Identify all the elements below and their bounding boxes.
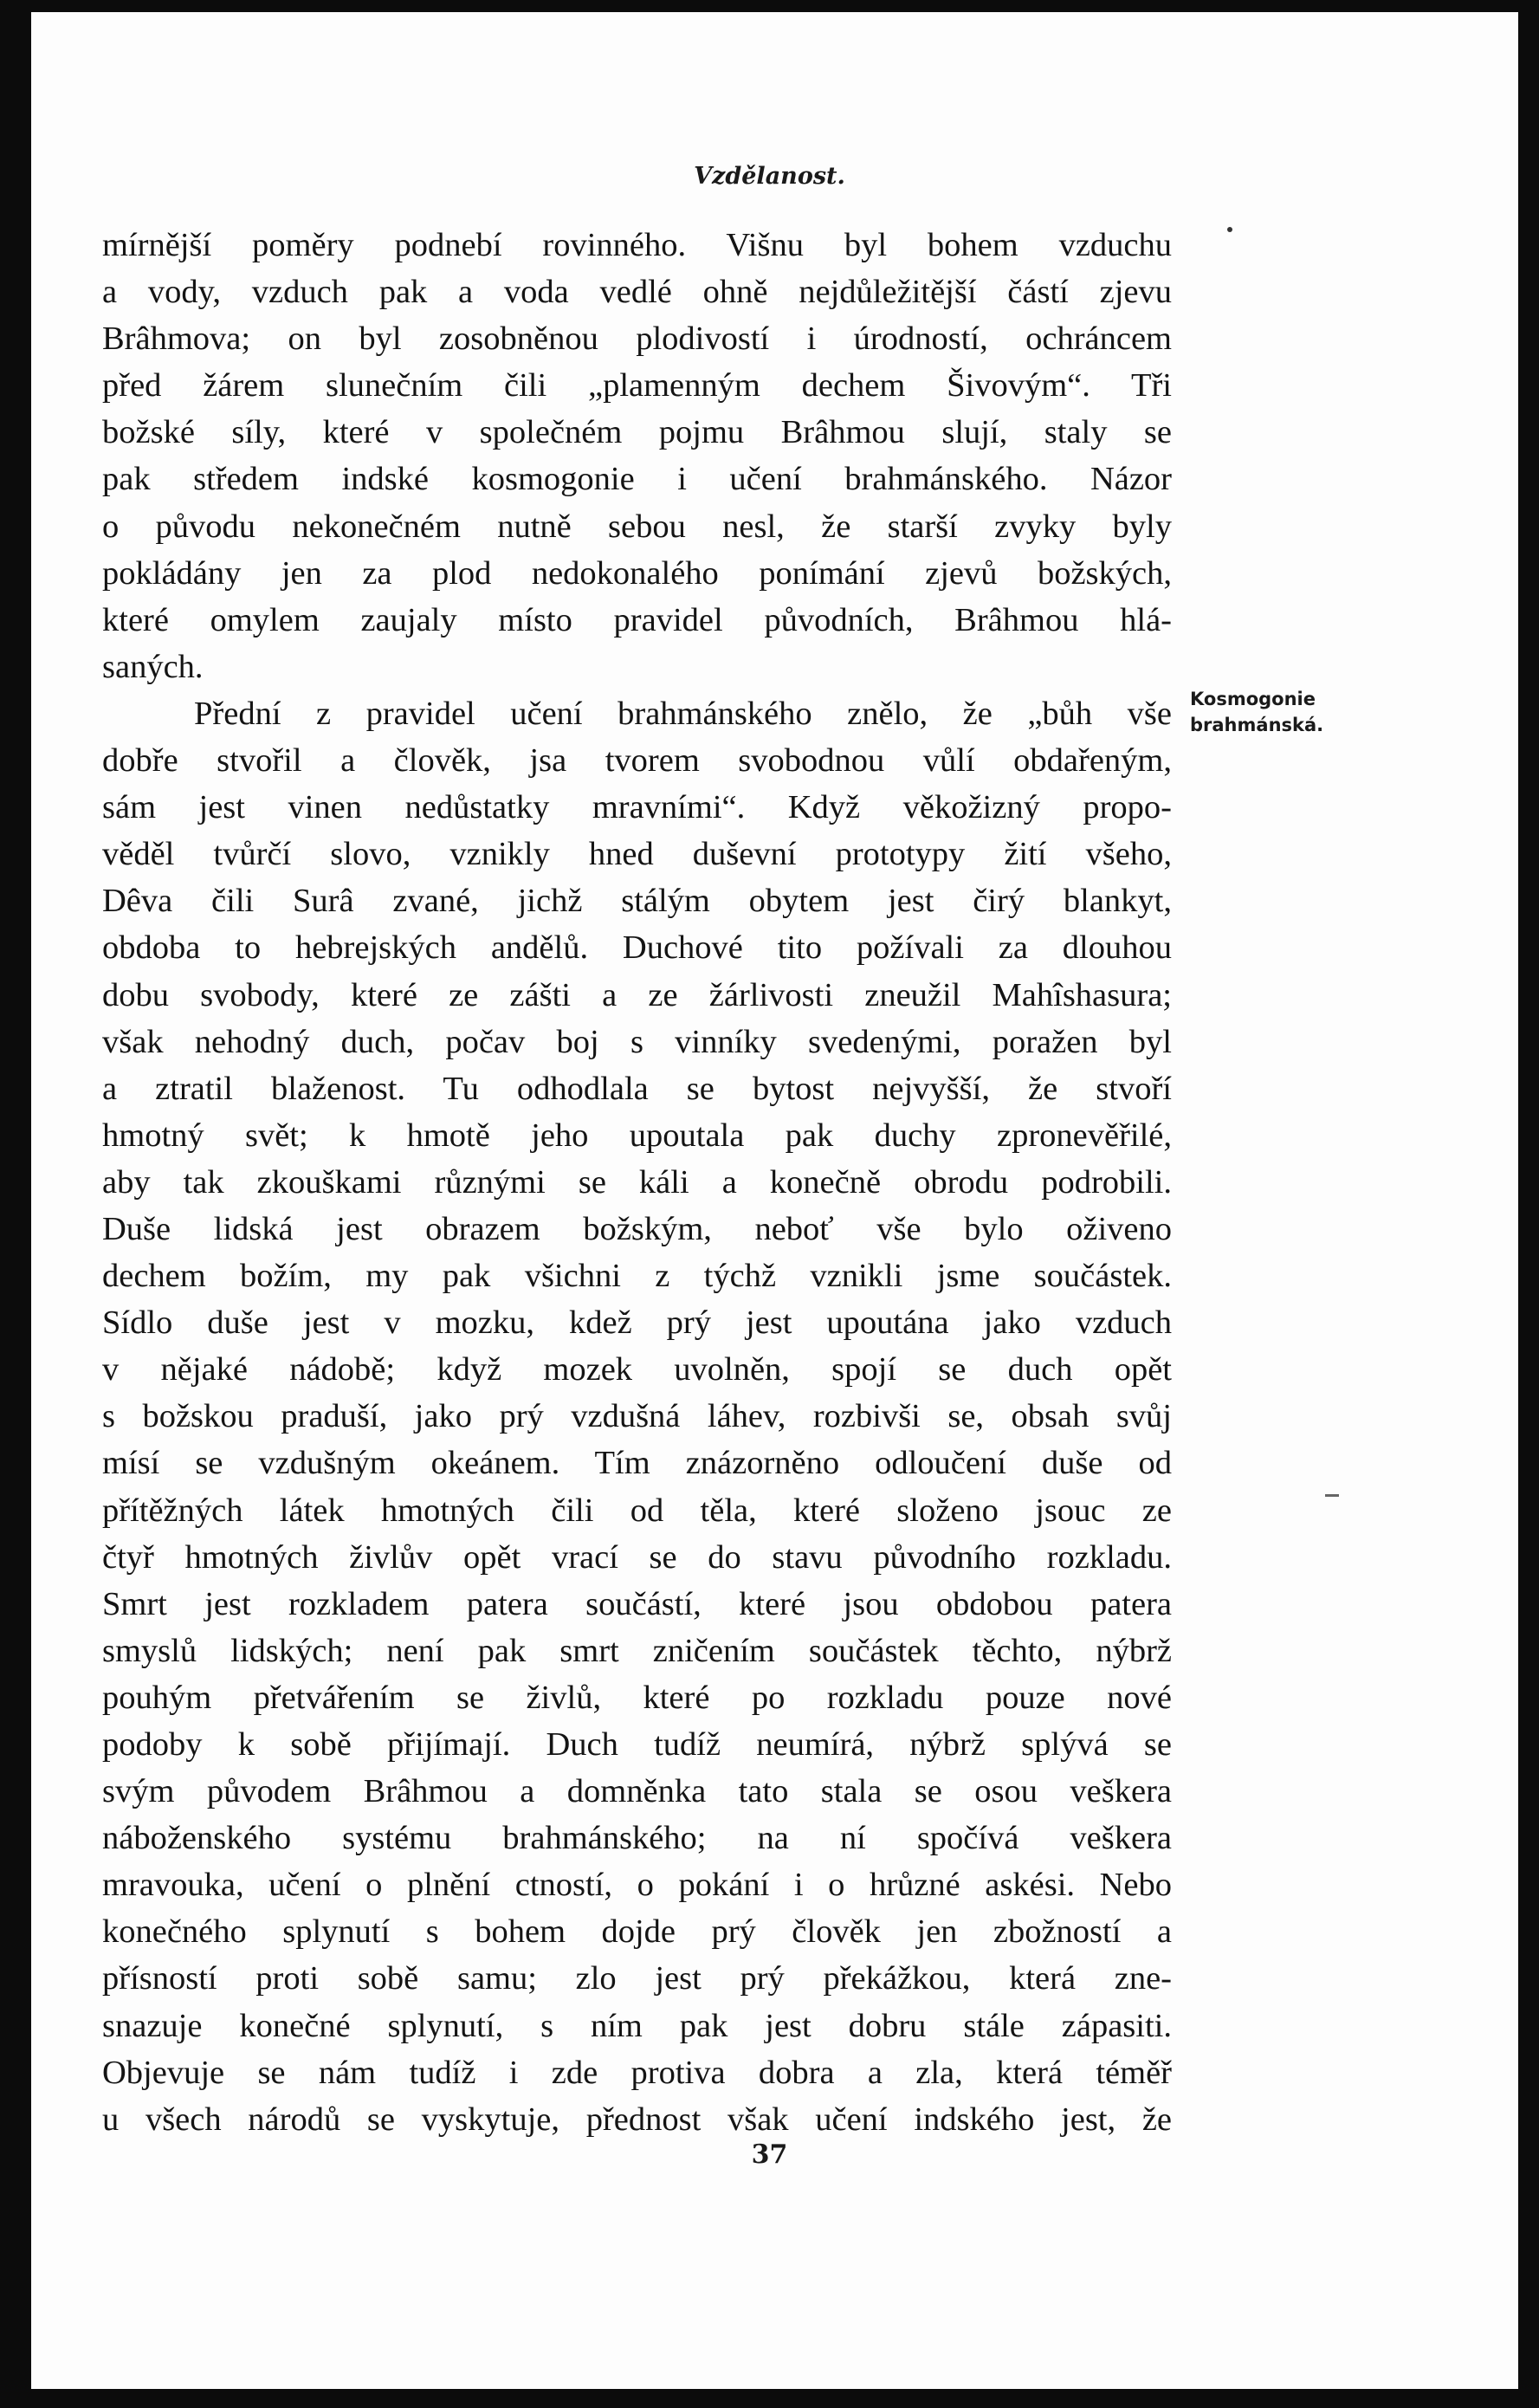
margin-note [1190,686,1323,738]
text-line: pokládány jen za plod nedokonalého ponímání zjevů božských, [102,554,1172,592]
text-line: a vody, vzduch pak a voda vedlé ohně nejdůležitější částí zjevu [102,274,1172,311]
text-line: u všech národů se vyskytuje, přednost však učení indského jest, že [102,2101,1172,2138]
text-line: dobu svobody, které ze zášti a ze žárlivosti zneužil Mahîshasura; [102,976,1172,1013]
text-line: přítěžných látek hmotných čili od těla, které složeno jsouc ze [102,1492,1172,1529]
text-line: sám jest vinen nedůstatky mravními“. Když věkožizný propo- [102,789,1172,826]
text-line: pouhým přetvářením se živlů, které po rozkladu pouze nové [102,1679,1172,1716]
text-line: s božskou praduší, jako prý vzdušná láhev, rozbivši se, obsah svůj [102,1398,1172,1435]
scan-border-right [1518,0,1539,2408]
text-line: Dêva čili Surâ zvané, jichž stálým obytem jest čirý blankyt, [102,883,1172,920]
body-text [102,222,1172,2143]
scan-border-left [0,0,31,2408]
scan-border-bottom [0,2389,1539,2408]
text-line: pak středem indské kosmogonie i učení brahmánského. Názor [102,461,1172,498]
text-line: saných. [102,648,204,685]
text-line: čtyř hmotných živlův opět vrací se do stavu původního rozkladu. [102,1538,1172,1576]
page-number: 37 [751,2139,788,2170]
text-line: mírnější poměry podnebí rovinného. Višnu byl bohem vzduchu [102,227,1172,263]
text-line: konečného splynutí s bohem dojde prý člověk jen zbožností a [102,1913,1172,1951]
scan-speck [1227,227,1232,232]
margin-note-line: Kosmogonie [1190,689,1316,709]
text-line: náboženského systému brahmánského; na ní spočívá veškera [102,1820,1172,1857]
text-line: Objevuje se nám tudíž i zde protiva dobra a zla, která téměř [102,2054,1172,2091]
text-line: v nějaké nádobě; když mozek uvolněn, spojí se duch opět [102,1351,1172,1388]
text-line: svým původem Brâhmou a domněnka tato stala se osou veškera [102,1773,1172,1810]
text-line: přísností proti sobě samu; zlo jest prý překážkou, která zne- [102,1960,1172,1997]
text-line: dobře stvořil a člověk, jsa tvorem svobodnou vůlí obdařeným, [102,742,1172,780]
text-line: dechem božím, my pak všichni z týchž vznikli jsme součástek. [102,1258,1172,1295]
text-line: Duše lidská jest obrazem božským, neboť vše bylo oživeno [102,1210,1172,1247]
text-line: hmotný svět; k hmotě jeho upoutala pak duchy zpronevěřilé, [102,1117,1172,1154]
text-line: Sídlo duše jest v mozku, kdež prý jest upoutána jako vzduch [102,1304,1172,1342]
text-line: a ztratil blaženost. Tu odhodlala se bytost nejvyšší, že stvoří [102,1070,1172,1107]
text-line: Brâhmova; on byl zosobněnou plodivostí i úrodností, ochráncem [102,320,1172,358]
text-line: smyslů lidských; není pak smrt zničením součástek těchto, nýbrž [102,1632,1172,1669]
text-line: podoby k sobě přijímají. Duch tudíž neumírá, nýbrž splývá se [102,1726,1172,1763]
text-line: aby tak zkouškami různými se káli a konečně obrodu podrobili. [102,1163,1172,1201]
running-head: Vzdělanost. [694,163,845,190]
text-line: božské síly, které v společném pojmu Brâhmou slují, staly se [102,414,1172,451]
scan-border-top [0,0,1539,12]
text-line: mravouka, učení o plnění ctností, o pokání i o hrůzné askési. Nebo [102,1867,1172,1904]
text-line: o původu nekonečném nutně sebou nesl, že starší zvyky byly [102,508,1172,545]
text-line: Smrt jest rozkladem patera součástí, které jsou obdobou patera [102,1585,1172,1622]
text-line: obdoba to hebrejských andělů. Duchové tito požívali za dlouhou [102,929,1172,967]
text-line: věděl tvůrčí slovo, vznikly hned duševní prototypy žití všeho, [102,836,1172,873]
text-line: snazuje konečné splynutí, s ním pak jest dobru stále zápasiti. [102,2007,1172,2044]
text-line: které omylem zaujaly místo pravidel původních, Brâhmou hlá- [102,601,1172,638]
text-line: před žárem slunečním čili „plamenným dechem Šivovým“. Tři [102,367,1172,405]
paragraph-first-line: Přední z pravidel učení brahmánského znělo, že „bůh vše [194,695,1172,732]
margin-note-line: brahmánská. [1190,715,1324,735]
scan-speck [1325,1494,1339,1497]
text-line: mísí se vzdušným okeánem. Tím znázorněno odloučení duše od [102,1445,1172,1482]
text-line: však nehodný duch, počav boj s vinníky svedenými, poražen byl [102,1023,1172,1060]
